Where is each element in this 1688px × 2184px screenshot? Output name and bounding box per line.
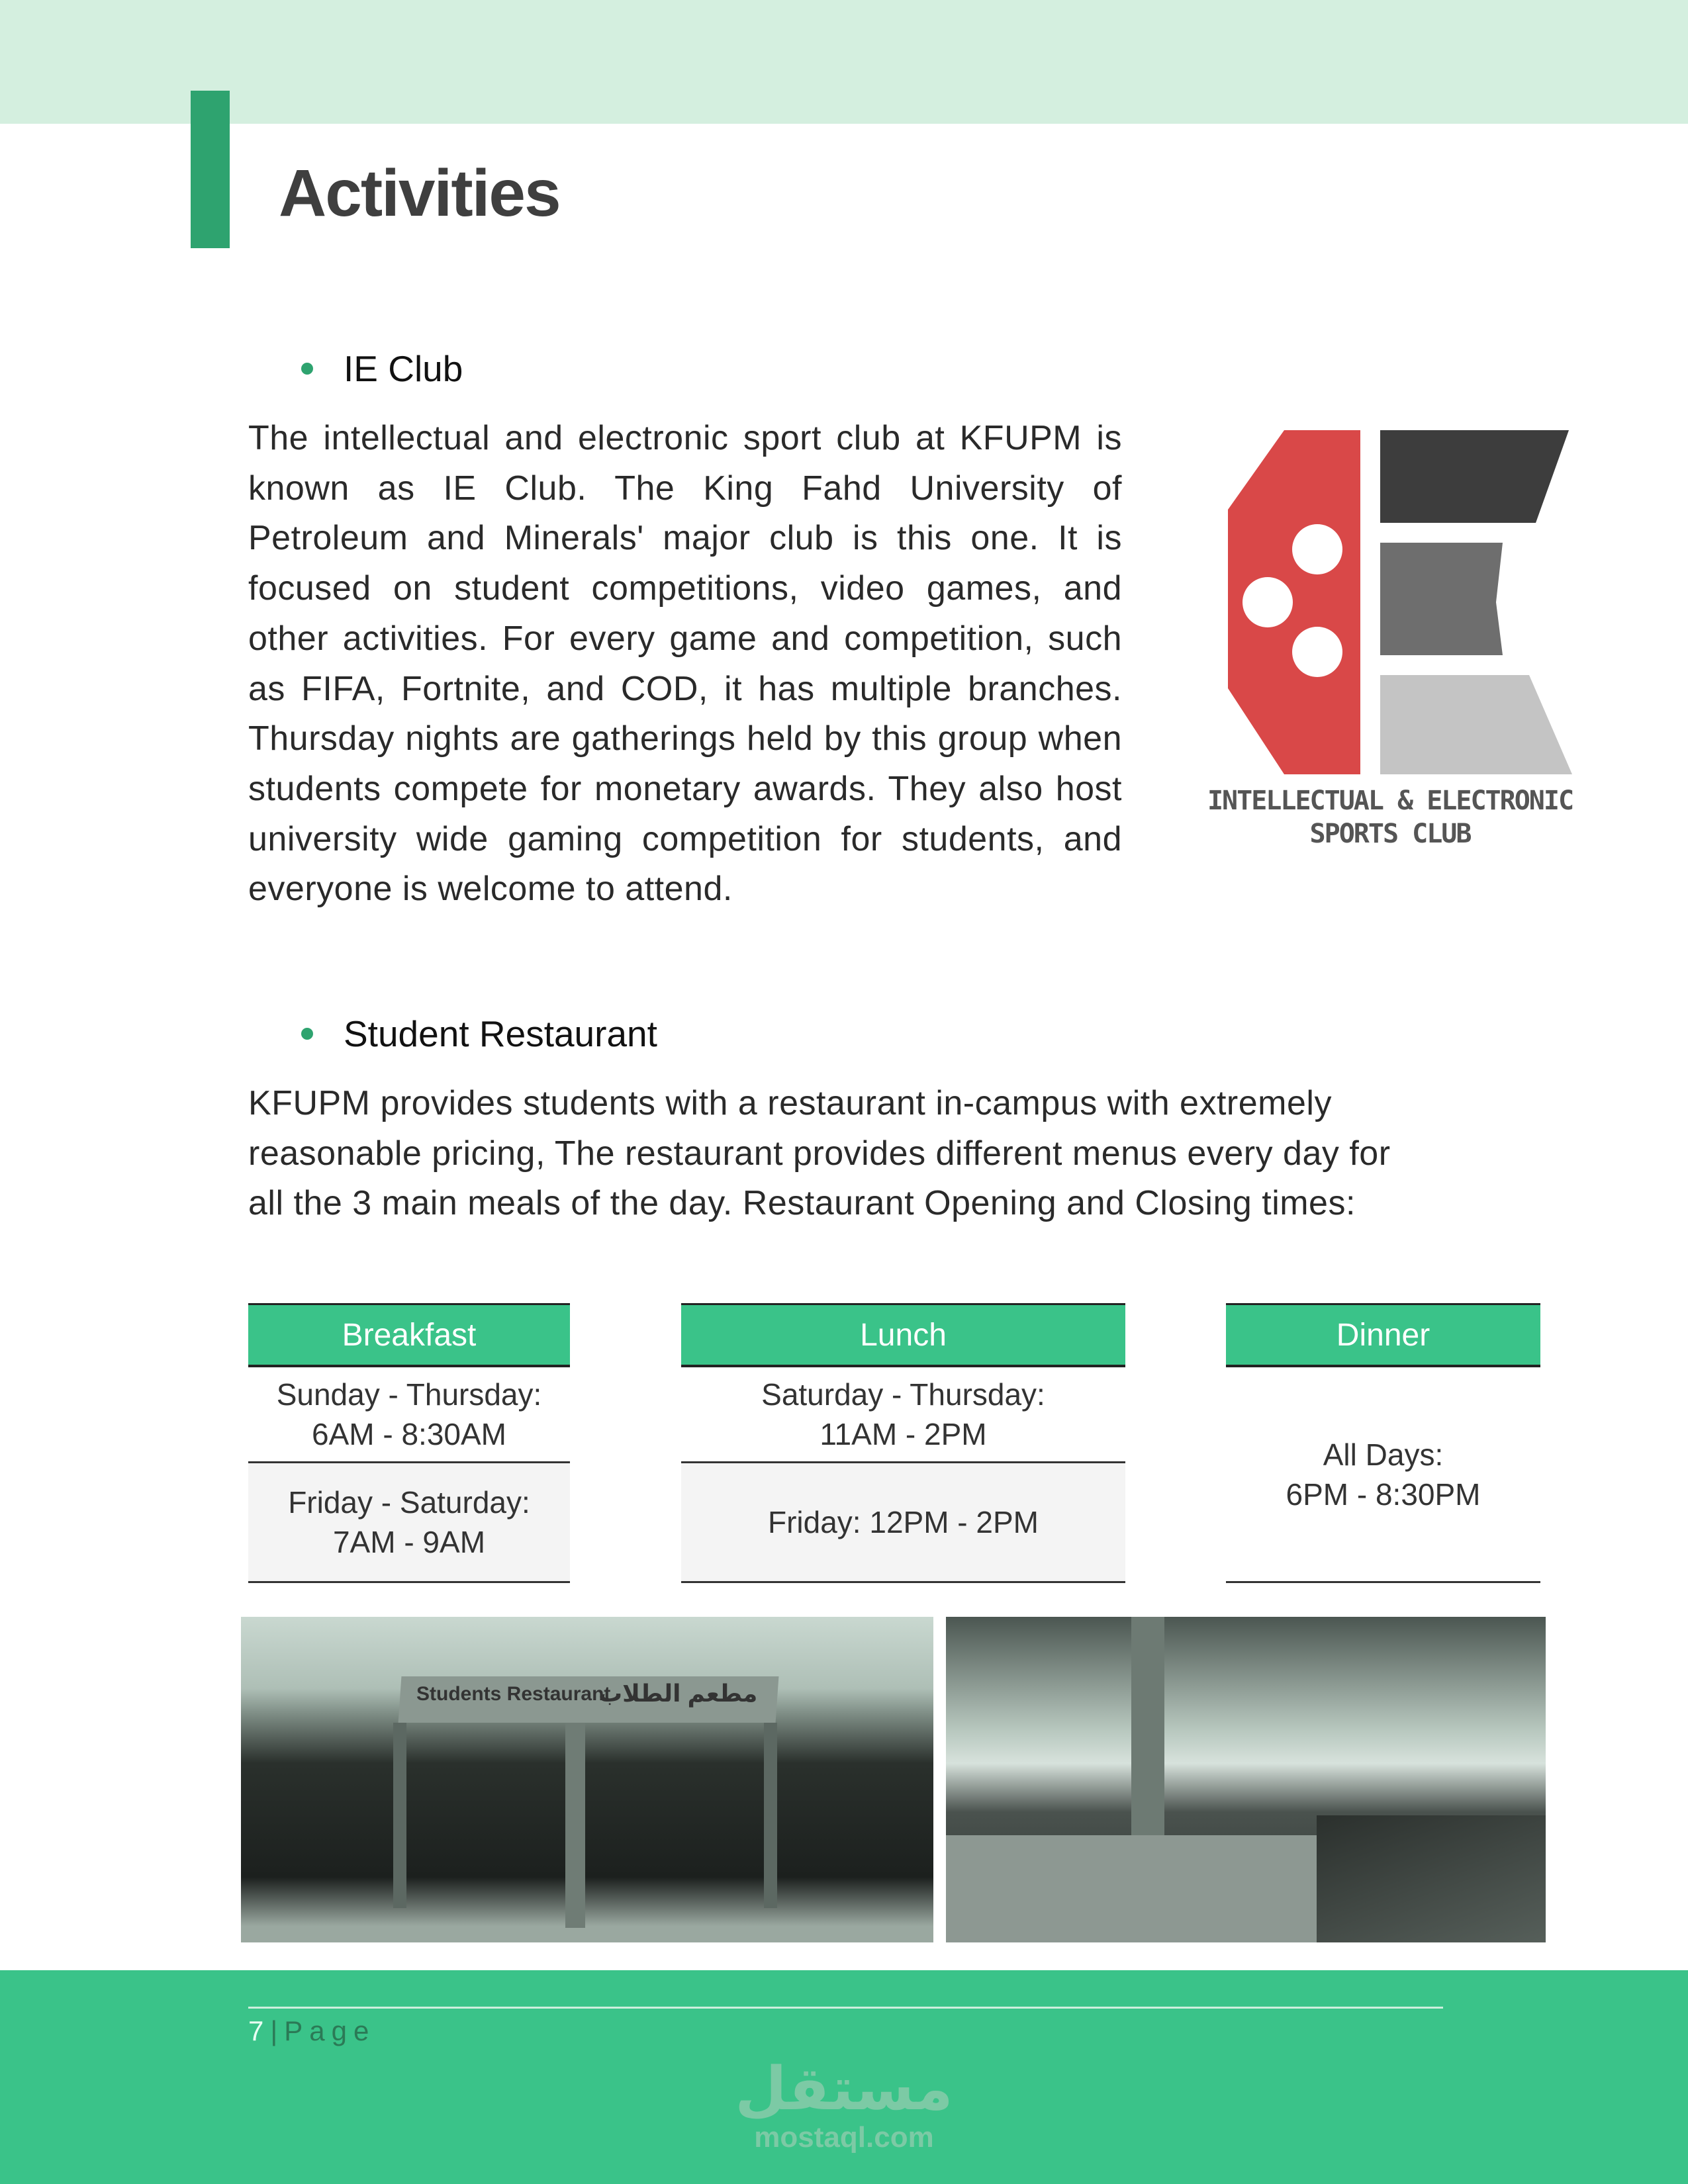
section-heading-student-restaurant (301, 1013, 657, 1055)
meal-header: Breakfast (248, 1303, 570, 1367)
bullet-icon (301, 363, 313, 375)
meal-cell: All Days: 6PM - 8:30PM (1226, 1367, 1540, 1583)
title-accent-bar (191, 91, 230, 248)
top-band (0, 0, 1688, 124)
restaurant-paragraph: KFUPM provides students with a restaurant in-campus with extremely reasonable pricing, The restaurant provides different menus every day for all the 3 main meals of the day. Restaurant Opening and Closing times: (248, 1084, 1391, 1223)
meal-cell: Saturday - Thursday: 11AM - 2PM (681, 1367, 1125, 1463)
meal-cell: Friday: 12PM - 2PM (681, 1463, 1125, 1583)
sign-arabic: مطعم الطلاب (598, 1680, 758, 1707)
section-heading-ie-club (301, 347, 463, 390)
meal-column-dinner (1226, 1303, 1540, 1583)
ie-club-paragraph: The intellectual and electronic sport club at KFUPM is known as IE Club. The King Fahd University of Petroleum and Minerals' major club is this one. It is focused on student competitions, video games, and other activities. For every game and competition, such as FIFA, Fortnite, and COD, it has multiple branches. Thursday nights are gatherings held by this group when students compete for monetary awards. They also host university wide gaming competition for students, and everyone is welcome to attend. (248, 419, 1122, 909)
logo-text-line1: INTELLECTUAL & ELECTRONIC (1207, 786, 1573, 816)
bullet-icon (301, 1028, 313, 1040)
restaurant-interior-photo (946, 1617, 1546, 1942)
meal-header: Dinner (1226, 1303, 1540, 1367)
footer-divider (248, 2007, 1443, 2009)
page-title: Activities (279, 156, 560, 230)
meal-cell: Friday - Saturday: 7AM - 9AM (248, 1463, 570, 1583)
heading-text: Student Restaurant (344, 1013, 657, 1054)
meal-header: Lunch (681, 1303, 1125, 1367)
meal-cell: Sunday - Thursday: 6AM - 8:30AM (248, 1367, 570, 1463)
logo-text-line2: SPORTS CLUB (1309, 819, 1471, 849)
restaurant-exterior-photo (241, 1617, 933, 1942)
page-number: 7|Page (248, 2015, 376, 2046)
meal-column-lunch (681, 1303, 1125, 1583)
heading-text: IE Club (344, 348, 463, 389)
ie-club-logo (1192, 410, 1589, 891)
sign-english: Students Restaurant (416, 1683, 611, 1705)
meal-column-breakfast (248, 1303, 570, 1583)
watermark: مستقل mostaql.com (735, 2056, 953, 2154)
